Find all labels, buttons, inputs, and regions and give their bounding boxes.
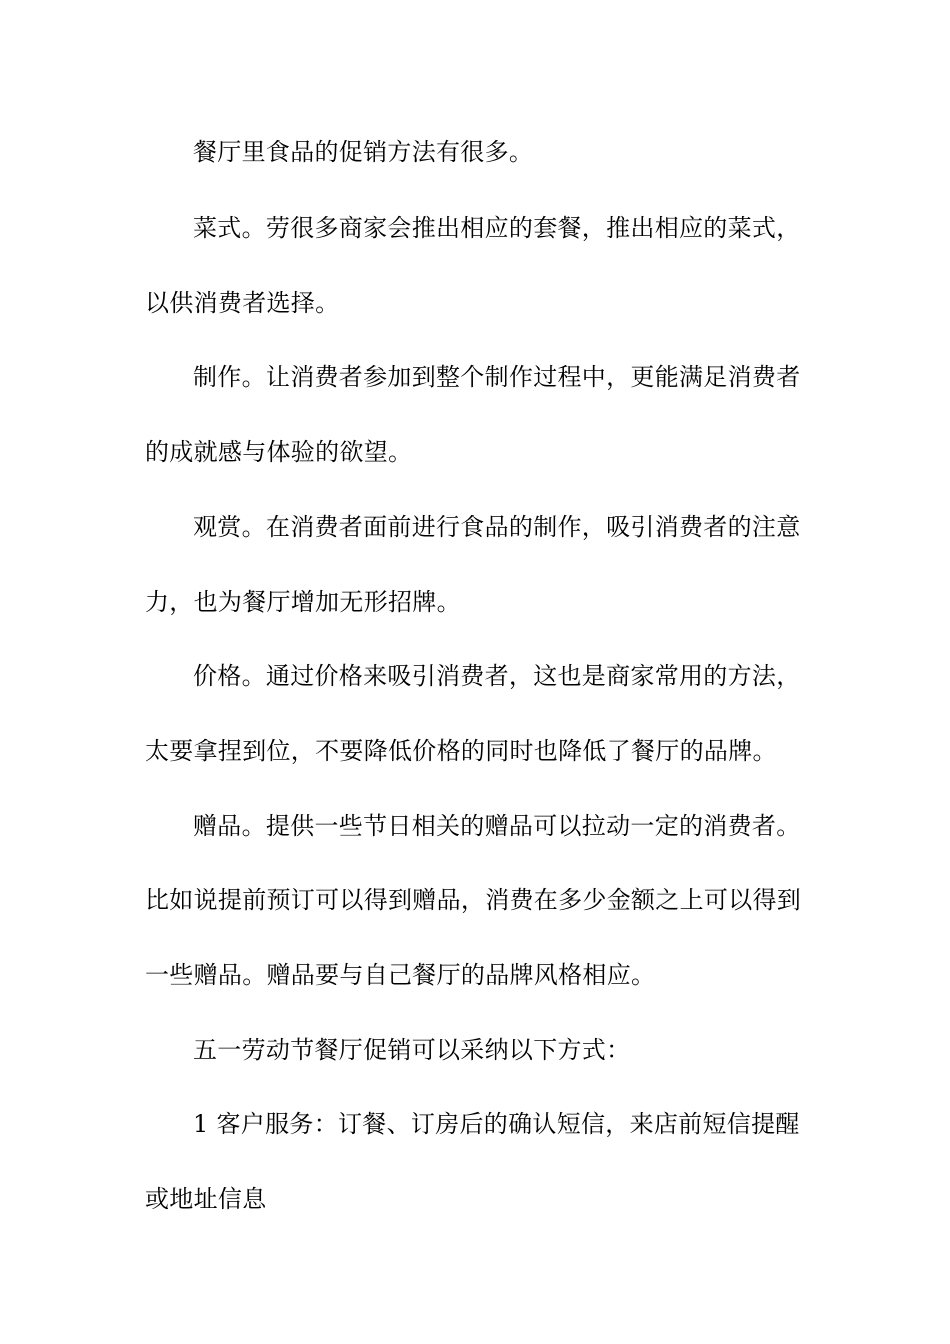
text-line: 力，也为餐厅增加无形招牌。 [145,588,461,616]
text-line: 赠品。提供一些节日相关的赠品可以拉动一定的消费者。 [193,812,801,840]
text-line: 菜式。劳很多商家会推出相应的套餐，推出相应的菜式， [193,214,801,242]
text-line: 比如说提前预订可以得到赠品，消费在多少金额之上可以得到 [145,886,802,914]
text-line: 1 客户服务：订餐、订房后的确认短信，来店前短信提醒 [193,1110,800,1138]
text-line: 的成就感与体验的欲望。 [145,438,413,466]
text-line: 一些赠品。赠品要与自己餐厅的品牌风格相应。 [145,961,656,989]
text-line: 价格。通过价格来吸引消费者，这也是商家常用的方法， [193,662,801,690]
text-line: 以供消费者选择。 [145,289,340,317]
text-line: 餐厅里食品的促销方法有很多。 [193,138,534,166]
text-line: 太要拿捏到位，不要降低价格的同时也降低了餐厅的品牌。 [145,737,777,765]
text-line: 或地址信息 [145,1185,267,1213]
text-line: 五一劳动节餐厅促销可以采纳以下方式： [193,1036,631,1064]
text-line: 制作。让消费者参加到整个制作过程中，更能满足消费者 [193,363,801,391]
text-line: 观赏。在消费者面前进行食品的制作，吸引消费者的注意 [193,513,801,541]
